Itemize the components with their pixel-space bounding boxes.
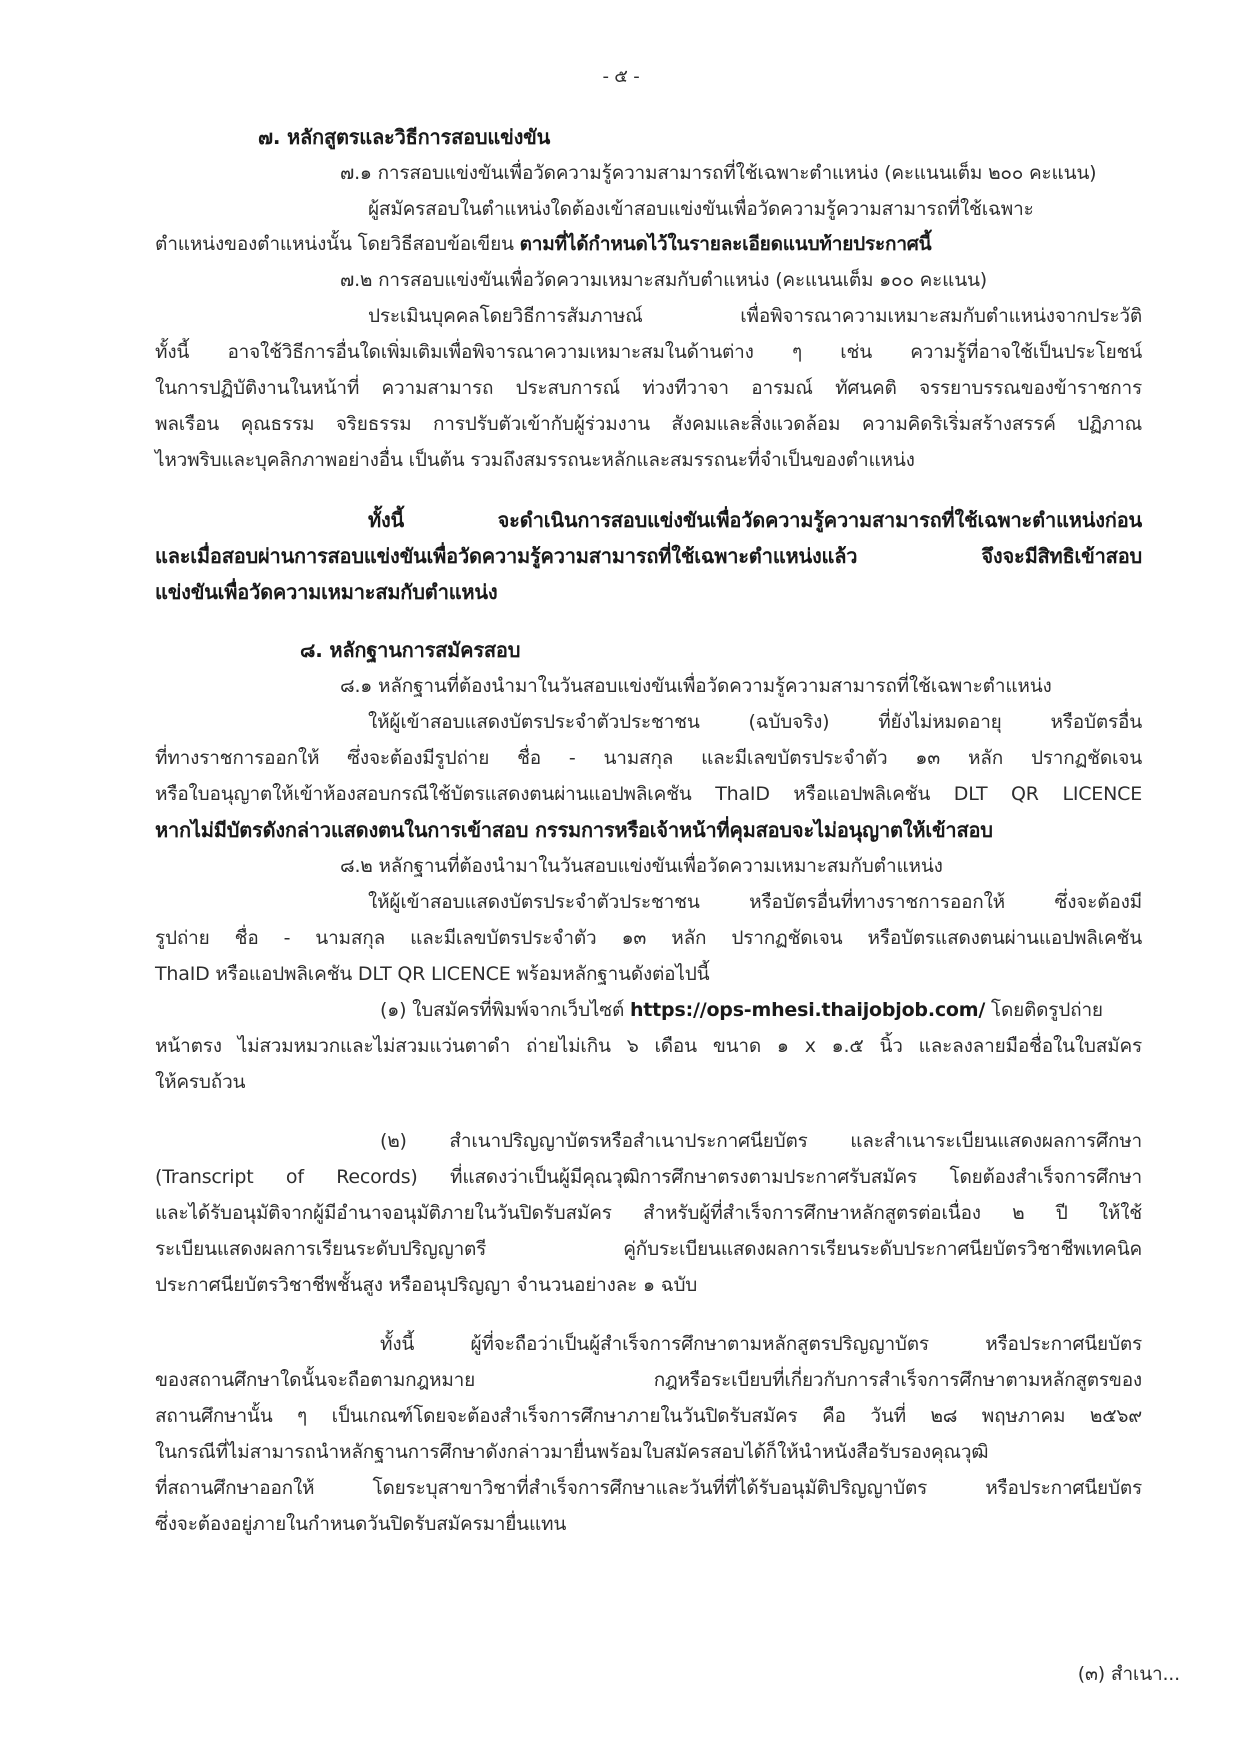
section-7-2-line: ในการปฏิบัติงานในหน้าที่ ความสามารถ ประสบการณ์ ท่วงทีวาจา อารมณ์ ทัศนคติ จรรยาบรรณของข้าราชการ [155, 377, 1142, 399]
section-7-2-line: พลเรือน คุณธรรม จริยธรรม การปรับตัวเข้ากับผู้ร่วมงาน สังคมและสิ่งแวดล้อม ความคิดริเริ่มสร้างสรรค์ ปฏิภาณ [155, 413, 1142, 435]
section-8-2-line: รูปถ่าย ชื่อ - นามสกุล และมีเลขบัตรประจำตัว ๑๓ หลัก ปรากฏชัดเจน หรือบัตรแสดงตนผ่านแอปพลิเคชัน [155, 927, 1142, 949]
section-7-2-line: ไหวพริบและบุคลิกภาพอย่างอื่น เป็นต้น รวมถึงสมรรถนะหลักและสมรรถนะที่จำเป็นของตำแหน่ง [155, 449, 915, 471]
item-2-line: (๒) สำเนาปริญญาบัตรหรือสำเนาประกาศนียบัตร และสำเนาระเบียนแสดงผลการศึกษา [380, 1130, 1142, 1152]
section-7-note: และเมื่อสอบผ่านการสอบแข่งขันเพื่อวัดความรู้ความสามารถที่ใช้เฉพาะตำแหน่งแล้ว จึงจะมีสิทธิเข้าสอบ [155, 544, 1142, 568]
section-7-2-title: ๗.๒ การสอบแข่งขันเพื่อวัดความเหมาะสมกับตำแหน่ง (คะแนนเต็ม ๑๐๐ คะแนน) [340, 269, 988, 291]
item-1-line: ให้ครบถ้วน [155, 1071, 246, 1093]
education-note-line: สถานศึกษานั้น ๆ เป็นเกณฑ์โดยจะต้องสำเร็จการศึกษาภายในวันปิดรับสมัคร คือ วันที่ ๒๘ พฤษภาคม ๒๕๖๙ [155, 1405, 1142, 1427]
education-note-line: ทั้งนี้ ผู้ที่จะถือว่าเป็นผู้สำเร็จการศึกษาตามหลักสูตรปริญญาบัตร หรือประกาศนียบัตร [380, 1333, 1142, 1355]
section-8-1-line: ที่ทางราชการออกให้ ซึ่งจะต้องมีรูปถ่าย ชื่อ - นามสกุล และมีเลขบัตรประจำตัว ๑๓ หลัก ปรากฏชัดเจน [155, 747, 1142, 769]
section-8-1-line: ให้ผู้เข้าสอบแสดงบัตรประจำตัวประชาชน (ฉบับจริง) ที่ยังไม่หมดอายุ หรือบัตรอื่น [368, 711, 1142, 733]
section-8-2-line: ให้ผู้เข้าสอบแสดงบัตรประจำตัวประชาชน หรือบัตรอื่นที่ทางราชการออกให้ ซึ่งจะต้องมี [368, 891, 1142, 913]
item-1-line [380, 995, 1103, 1025]
section-8-2-title: ๘.๒ หลักฐานที่ต้องนำมาในวันสอบแข่งขันเพื่อวัดความเหมาะสมกับตำแหน่ง [340, 855, 943, 877]
section-7-note: แข่งขันเพื่อวัดความเหมาะสมกับตำแหน่ง [155, 580, 498, 604]
item-1-line: หน้าตรง ไม่สวมหมวกและไม่สวมแว่นตาดำ ถ่ายไม่เกิน ๖ เดือน ขนาด ๑ x ๑.๕ นิ้ว และลงลายมือชื่อในใบสมัคร [155, 1035, 1142, 1057]
item-1-text: โดยติดรูปถ่าย [985, 999, 1103, 1021]
item-2-line: (Transcript of Records) ที่แสดงว่าเป็นผู้มีคุณวุฒิการศึกษาตรงตามประกาศรับสมัคร โดยต้องสำเร็จการศึกษา [155, 1166, 1142, 1188]
education-note-line: ของสถานศึกษาใดนั้นจะถือตามกฎหมาย กฎหรือระเบียบที่เกี่ยวกับการสำเร็จการศึกษาตามหลักสูตรของ [155, 1369, 1142, 1391]
page-number: - ๕ - [602, 66, 640, 87]
section-8-2-line: ThaID หรือแอปพลิเคชัน DLT QR LICENCE พร้อมหลักฐานดังต่อไปนี้ [155, 963, 710, 985]
continuation-marker: (๓) สำเนา... [1077, 1663, 1180, 1685]
section-7-1-text: ตำแหน่งของตำแหน่งนั้น โดยวิธีสอบข้อเขียน [155, 233, 520, 255]
item-2-line: และได้รับอนุมัติจากผู้มีอำนาจอนุมัติภายในวันปิดรับสมัคร สำหรับผู้ที่สำเร็จการศึกษาหลักสูตรต่อเนื่อง ๒ ปี ให้ใช้ [155, 1202, 1142, 1224]
section-8-1-warning: หากไม่มีบัตรดังกล่าวแสดงตนในการเข้าสอบ กรรมการหรือเจ้าหน้าที่คุมสอบจะไม่อนุญาตให้เข้าสอบ [155, 818, 993, 842]
item-2-line: ระเบียนแสดงผลการเรียนระดับปริญญาตรี คู่กับระเบียนแสดงผลการเรียนระดับประกาศนียบัตรวิชาชีพเทคนิค [155, 1238, 1142, 1260]
education-note-line: ในกรณีที่ไม่สามารถนำหลักฐานการศึกษาดังกล่าวมายื่นพร้อมใบสมัครสอบได้ก็ให้นำหนังสือรับรองคุณวุฒิ [155, 1441, 989, 1463]
section-8-heading: ๘. หลักฐานการสมัครสอบ [300, 638, 521, 662]
item-2-line: ประกาศนียบัตรวิชาชีพชั้นสูง หรืออนุปริญญา จำนวนอย่างละ ๑ ฉบับ [155, 1274, 698, 1296]
item-1-text: (๑) ใบสมัครที่พิมพ์จากเว็บไซต์ [380, 999, 630, 1021]
education-note-line: ที่สถานศึกษาออกให้ โดยระบุสาขาวิชาที่สำเร็จการศึกษาและวันที่ที่ได้รับอนุมัติปริญญาบัตร หรือประกาศนียบัตร [155, 1477, 1142, 1499]
section-7-2-line: ประเมินบุคคลโดยวิธีการสัมภาษณ์ เพื่อพิจารณาความเหมาะสมกับตำแหน่งจากประวัติ [368, 305, 1142, 327]
section-7-2-line: ทั้งนี้ อาจใช้วิธีการอื่นใดเพิ่มเติมเพื่อพิจารณาความเหมาะสมในด้านต่าง ๆ เช่น ความรู้ที่อาจใช้เป็นประโยชน์ [155, 341, 1142, 363]
section-7-1-emphasis: ตามที่ได้กำหนดไว้ในรายละเอียดแนบท้ายประกาศนี้ [519, 233, 932, 255]
application-website-link[interactable]: https://ops-mhesi.thaijobjob.com/ [629, 999, 986, 1021]
section-7-1-line: ผู้สมัครสอบในตำแหน่งใดต้องเข้าสอบแข่งขันเพื่อวัดความรู้ความสามารถที่ใช้เฉพาะ [368, 198, 1034, 220]
section-7-1-title: ๗.๑ การสอบแข่งขันเพื่อวัดความรู้ความสามารถที่ใช้เฉพาะตำแหน่ง (คะแนนเต็ม ๒๐๐ คะแนน) [340, 162, 1097, 184]
section-8-1-title: ๘.๑ หลักฐานที่ต้องนำมาในวันสอบแข่งขันเพื่อวัดความรู้ความสามารถที่ใช้เฉพาะตำแหน่ง [340, 675, 1052, 697]
section-8-1-line: หรือใบอนุญาตให้เข้าห้องสอบกรณีใช้บัตรแสดงตนผ่านแอปพลิเคชัน ThaID หรือแอปพลิเคชัน DLT QR LICENCE [155, 783, 1142, 805]
section-7-1-line [155, 229, 931, 259]
section-7-heading: ๗. หลักสูตรและวิธีการสอบแข่งขัน [258, 125, 551, 149]
education-note-line: ซึ่งจะต้องอยู่ภายในกำหนดวันปิดรับสมัครมายื่นแทน [155, 1513, 567, 1535]
section-7-note: ทั้งนี้ จะดำเนินการสอบแข่งขันเพื่อวัดความรู้ความสามารถที่ใช้เฉพาะตำแหน่งก่อน [368, 508, 1142, 532]
